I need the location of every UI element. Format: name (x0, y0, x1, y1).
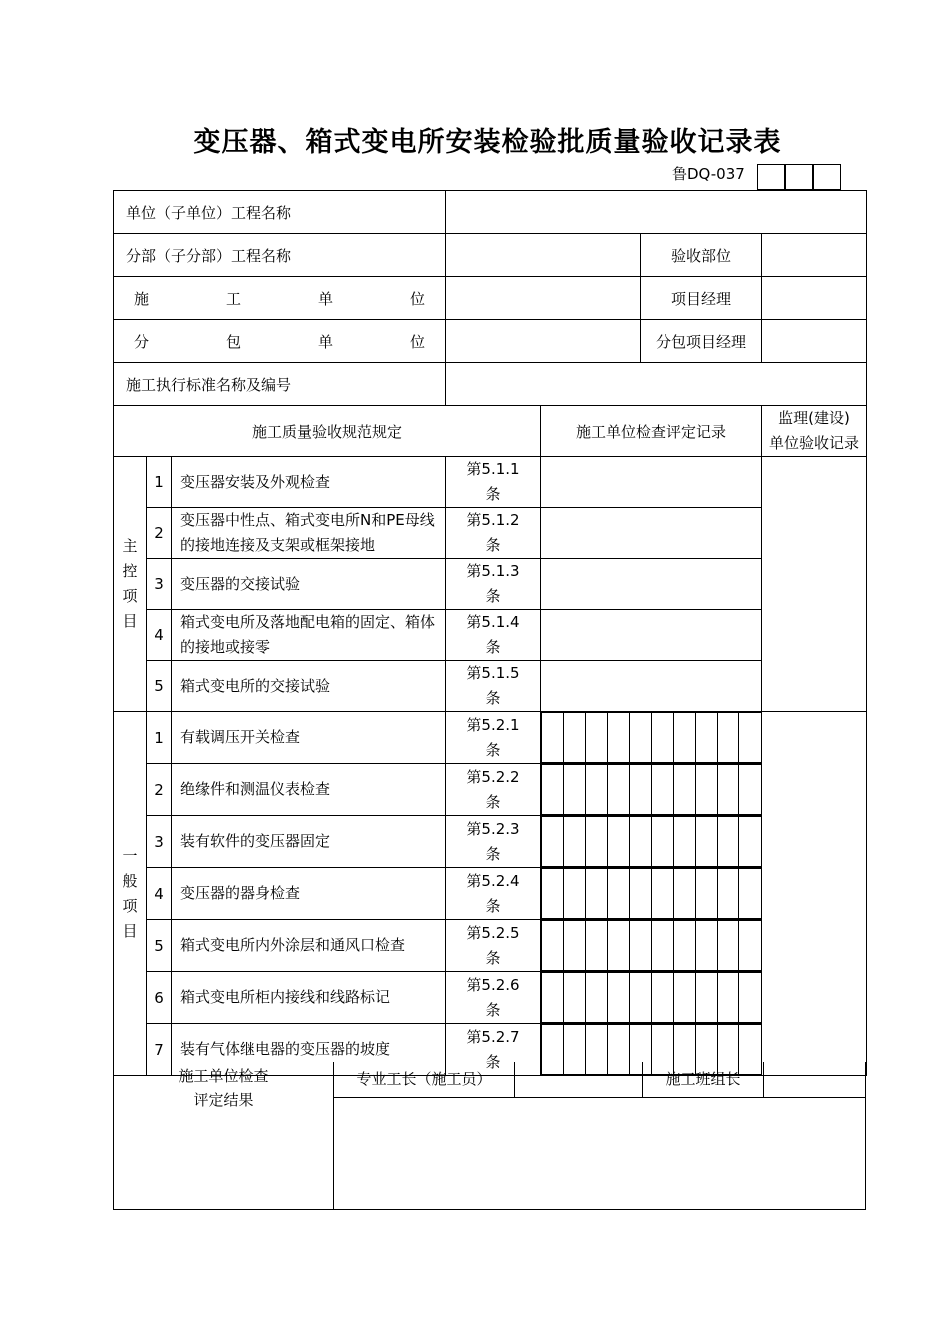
check-cell[interactable] (739, 869, 761, 919)
main-item-row (114, 661, 867, 712)
check-cell[interactable] (717, 869, 739, 919)
main-items-supervisor-record[interactable] (762, 457, 867, 712)
subcontract-unit-value[interactable] (446, 320, 641, 363)
check-cell[interactable] (673, 713, 695, 763)
code-box-2[interactable] (785, 164, 813, 190)
main-item-record[interactable] (541, 610, 762, 661)
check-cell[interactable] (673, 869, 695, 919)
check-grid (541, 764, 761, 815)
check-cell[interactable] (717, 921, 739, 971)
check-grid-cell (541, 764, 762, 816)
clause-number: 第5.2.1 (466, 715, 520, 734)
check-cell[interactable] (542, 713, 564, 763)
general-item-clause (446, 712, 541, 764)
main-item-row (114, 610, 867, 661)
main-item-record[interactable] (541, 508, 762, 559)
result-label-line2: 评定结果 (193, 1091, 254, 1109)
main-item-row (114, 457, 867, 508)
main-items-label-text: 主控项目 (122, 537, 138, 630)
main-item-record[interactable] (541, 457, 762, 508)
check-grid-cell (541, 816, 762, 868)
general-item-no: 6 (147, 972, 172, 1024)
acceptance-part-label: 验收部位 (641, 234, 762, 277)
main-item-text: 变压器的交接试验 (172, 559, 446, 610)
check-cell[interactable] (695, 713, 717, 763)
check-cell[interactable] (629, 921, 651, 971)
check-cell[interactable] (695, 973, 717, 1023)
subproject-value[interactable] (446, 234, 641, 277)
general-item-no: 5 (147, 920, 172, 972)
main-items-label (114, 457, 147, 712)
general-item-no: 4 (147, 868, 172, 920)
column-header-row (114, 406, 867, 457)
acceptance-form-table (113, 190, 867, 1076)
check-cell[interactable] (629, 869, 651, 919)
clause-number: 第5.2.7 (466, 1027, 520, 1046)
clause-suffix: 条 (485, 689, 501, 707)
result-label-line1: 施工单位检查 (178, 1067, 269, 1085)
main-item-clause (446, 661, 541, 712)
supervisor-header-line2: 单位验收记录 (769, 434, 860, 452)
foreman-label: 专业工长（施工员） (334, 1062, 515, 1097)
clause-number: 第5.2.6 (466, 975, 520, 994)
check-cell[interactable] (739, 973, 761, 1023)
assessment-result-label (114, 1062, 334, 1209)
main-item-text: 变压器中性点、箱式变电所N和PE母线的接地连接及支架或框架接地 (172, 508, 446, 559)
clause-suffix: 条 (485, 1000, 501, 1019)
clause-number: 第5.1.3 (466, 562, 520, 580)
standard-value[interactable] (446, 363, 867, 406)
assessment-result-section (113, 1062, 866, 1210)
main-item-row (114, 508, 867, 559)
check-cell[interactable] (651, 713, 673, 763)
general-item-text: 有载调压开关检查 (172, 712, 446, 764)
clause-suffix: 条 (485, 485, 501, 503)
check-grid (541, 712, 761, 763)
standard-row (114, 363, 867, 406)
check-cell[interactable] (651, 817, 673, 867)
general-item-text: 变压器的器身检查 (172, 868, 446, 920)
construction-unit-label: 施 工 单 位 (114, 277, 446, 320)
clause-suffix: 条 (485, 792, 501, 811)
clause-number: 第5.2.4 (466, 871, 520, 890)
check-cell[interactable] (607, 921, 629, 971)
general-items-label-text: 一般项目 (122, 846, 138, 940)
check-cell[interactable] (629, 765, 651, 815)
check-cell[interactable] (607, 765, 629, 815)
check-cell[interactable] (739, 713, 761, 763)
signature-row (334, 1062, 865, 1098)
construction-unit-value[interactable] (446, 277, 641, 320)
check-cell[interactable] (629, 713, 651, 763)
clause-number: 第5.1.5 (466, 664, 520, 682)
general-item-clause (446, 920, 541, 972)
general-item-text: 箱式变电所内外涂层和通风口检查 (172, 920, 446, 972)
acceptance-part-value[interactable] (762, 234, 867, 277)
main-item-no: 5 (147, 661, 172, 712)
clause-number: 第5.1.4 (466, 613, 520, 631)
check-grid-cell (541, 712, 762, 764)
general-item-no: 3 (147, 816, 172, 868)
check-cell[interactable] (651, 765, 673, 815)
main-item-clause (446, 610, 541, 661)
form-code: 鲁DQ-037 (672, 165, 745, 183)
general-item-text: 绝缘件和测温仪表检查 (172, 764, 446, 816)
main-item-text: 箱式变电所的交接试验 (172, 661, 446, 712)
main-item-clause (446, 457, 541, 508)
check-cell[interactable] (629, 817, 651, 867)
check-grid (541, 868, 761, 919)
general-items-label (114, 712, 147, 1076)
check-cell[interactable] (651, 869, 673, 919)
main-item-text: 箱式变电所及落地配电箱的固定、箱体的接地或接零 (172, 610, 446, 661)
general-item-no: 1 (147, 712, 172, 764)
main-item-text: 变压器安装及外观检查 (172, 457, 446, 508)
check-cell[interactable] (717, 817, 739, 867)
check-cell[interactable] (585, 765, 607, 815)
check-cell[interactable] (607, 713, 629, 763)
check-cell[interactable] (563, 973, 585, 1023)
check-cell[interactable] (739, 921, 761, 971)
subproject-row (114, 234, 867, 277)
check-grid-cell (541, 868, 762, 920)
general-items-supervisor-record[interactable] (762, 712, 867, 1076)
check-cell[interactable] (739, 765, 761, 815)
general-item-row (114, 816, 867, 868)
check-cell[interactable] (542, 921, 564, 971)
general-item-row (114, 972, 867, 1024)
general-item-text: 箱式变电所柜内接线和线路标记 (172, 972, 446, 1024)
check-cell[interactable] (651, 921, 673, 971)
check-cell[interactable] (717, 973, 739, 1023)
check-cell[interactable] (651, 973, 673, 1023)
clause-suffix: 条 (485, 740, 501, 759)
main-item-record[interactable] (541, 661, 762, 712)
check-cell[interactable] (563, 765, 585, 815)
check-cell[interactable] (673, 921, 695, 971)
subproject-label: 分部（子分部）工程名称 (114, 234, 446, 277)
spec-column-header: 施工质量验收规范规定 (114, 406, 541, 457)
check-cell[interactable] (695, 869, 717, 919)
clause-number: 第5.2.5 (466, 923, 520, 942)
general-item-clause (446, 972, 541, 1024)
general-item-text: 装有气体继电器的变压器的坡度 (172, 1024, 446, 1076)
check-cell[interactable] (695, 921, 717, 971)
general-item-clause (446, 816, 541, 868)
check-grid-cell (541, 972, 762, 1024)
check-grid-cell (541, 920, 762, 972)
general-item-row (114, 920, 867, 972)
foreman-signature[interactable] (515, 1062, 643, 1097)
check-grid (541, 972, 761, 1023)
check-cell[interactable] (585, 817, 607, 867)
check-cell[interactable] (563, 817, 585, 867)
check-cell[interactable] (542, 869, 564, 919)
code-box-1[interactable] (757, 164, 785, 190)
standard-label: 施工执行标准名称及编号 (114, 363, 446, 406)
check-cell[interactable] (673, 817, 695, 867)
check-grid (541, 816, 761, 867)
unit-check-column-header: 施工单位检查评定记录 (541, 406, 762, 457)
clause-suffix: 条 (485, 844, 501, 863)
general-item-text: 装有软件的变压器固定 (172, 816, 446, 868)
check-cell[interactable] (607, 869, 629, 919)
check-cell[interactable] (607, 817, 629, 867)
general-item-clause (446, 764, 541, 816)
check-cell[interactable] (673, 765, 695, 815)
subcontract-unit-row (114, 320, 867, 363)
check-cell[interactable] (563, 869, 585, 919)
check-cell[interactable] (695, 765, 717, 815)
main-item-no: 2 (147, 508, 172, 559)
general-item-no: 7 (147, 1024, 172, 1076)
clause-suffix: 条 (485, 1052, 501, 1071)
supervisor-column-header (762, 406, 867, 457)
team-leader-label: 施工班组长 (643, 1062, 764, 1097)
check-cell[interactable] (585, 921, 607, 971)
clause-number: 第5.2.2 (466, 767, 520, 786)
general-item-row (114, 712, 867, 764)
check-cell[interactable] (673, 973, 695, 1023)
main-item-clause (446, 508, 541, 559)
clause-suffix: 条 (485, 536, 501, 554)
main-item-no: 1 (147, 457, 172, 508)
general-item-no: 2 (147, 764, 172, 816)
subcontract-manager-value[interactable] (762, 320, 867, 363)
check-cell[interactable] (542, 973, 564, 1023)
project-name-row (114, 191, 867, 234)
project-name-value[interactable] (446, 191, 867, 234)
check-cell[interactable] (563, 713, 585, 763)
check-cell[interactable] (629, 973, 651, 1023)
construction-unit-row (114, 277, 867, 320)
subcontract-manager-label: 分包项目经理 (641, 320, 762, 363)
main-item-row (114, 559, 867, 610)
general-item-row (114, 764, 867, 816)
assessment-result-value[interactable] (334, 1098, 865, 1209)
check-cell[interactable] (739, 817, 761, 867)
project-name-label: 单位（子单位）工程名称 (114, 191, 446, 234)
clause-suffix: 条 (485, 896, 501, 915)
check-cell[interactable] (695, 817, 717, 867)
main-item-no: 4 (147, 610, 172, 661)
main-item-clause (446, 559, 541, 610)
check-cell[interactable] (717, 765, 739, 815)
check-cell[interactable] (563, 921, 585, 971)
supervisor-header-line1: 监理(建设) (778, 409, 850, 427)
general-item-clause (446, 868, 541, 920)
check-cell[interactable] (585, 869, 607, 919)
main-item-no: 3 (147, 559, 172, 610)
clause-number: 第5.2.3 (466, 819, 520, 838)
check-cell[interactable] (607, 973, 629, 1023)
general-item-row (114, 868, 867, 920)
code-box-3[interactable] (813, 164, 841, 190)
check-cell[interactable] (717, 713, 739, 763)
clause-number: 第5.1.1 (466, 460, 520, 478)
clause-suffix: 条 (485, 948, 501, 967)
subcontract-unit-label: 分 包 单 位 (114, 320, 446, 363)
project-manager-label: 项目经理 (641, 277, 762, 320)
clause-number: 第5.1.2 (466, 511, 520, 529)
clause-suffix: 条 (485, 638, 501, 656)
check-grid (541, 920, 761, 971)
main-item-record[interactable] (541, 559, 762, 610)
check-cell[interactable] (585, 713, 607, 763)
clause-suffix: 条 (485, 587, 501, 605)
check-cell[interactable] (585, 973, 607, 1023)
team-leader-signature[interactable] (764, 1062, 865, 1097)
form-title: 变压器、箱式变电所安装检验批质量验收记录表 (193, 127, 782, 158)
project-manager-value[interactable] (762, 277, 867, 320)
check-cell[interactable] (542, 817, 564, 867)
check-cell[interactable] (542, 765, 564, 815)
